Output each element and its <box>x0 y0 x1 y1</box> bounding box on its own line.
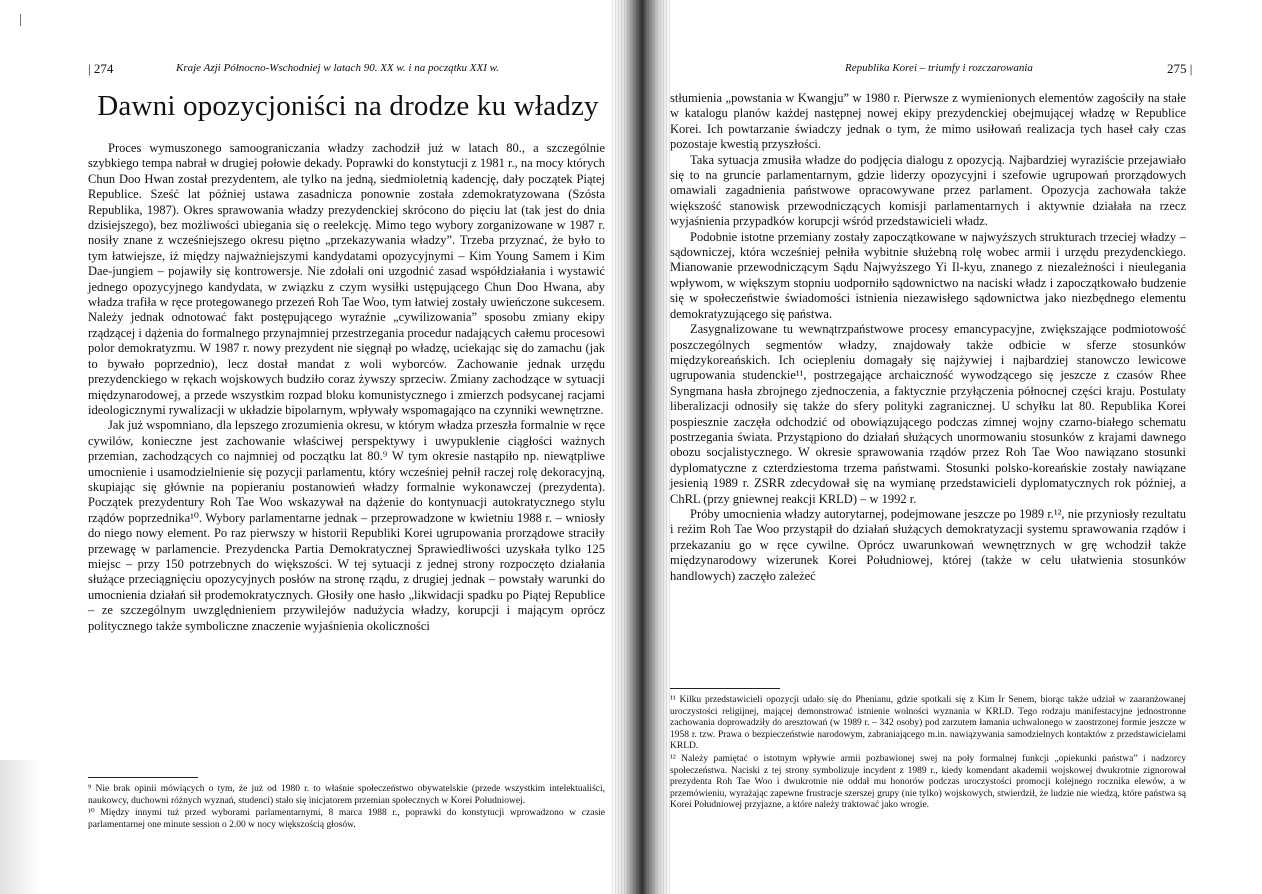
right-paragraph-4: Zasygnalizowane tu wewnątrzpaństwowe procesy emancypacyjne, zwiększające podmiotowość poszczególnych segmentów władzy, znajdowały także odbicie w sferze stosunków międzykoreańskich. Ich ociepleniu domagały się najżywiej i najbardziej stanowczo lewicowe ugrupowania studenckie¹¹, postrzegające archaiczność wywodzącego się jeszcze z czasów Rhee Syngmana hasła zbrojnego zjednoczenia, a faktycznie przyłączenia północnej części kraju. Postulaty liberalizacji odnosiły się także do sfery polityki zagranicznej. U schyłku lat 80. Republika Korei pospiesznie zaczęła odchodzić od obowiązującego podczas zimnej wojny czarno-białego schematu postrzegania świata. Przystąpiono do działań służących unormowaniu stosunków z krajami dawnego obozu socjalistycznego. W okresie sprawowania rządów przez Roh Tae Woo nawiązano stosunki dyplomatyczne z czterdziestoma trzema państwami. Stosunki polsko-koreańskie zostały nawiązane jesienią 1989 r. ZSRR zdecydował się na wymianę przedstawicieli dyplomatycznych rok później, a ChRL (przy gniewnej reakcji KRLD) – w 1992 r. <box>670 322 1186 506</box>
right-body-text <box>670 91 1186 584</box>
left-page-number: | 274 <box>88 61 114 76</box>
left-paragraph-1: Proces wymuszonego samoograniczania władzy zachodził już w latach 80., a szczególnie szybkiego tempa nabrał w drugiej połowie dekady. Poprawki do konstytucji z 1981 r., na mocy których Chun Doo Hwan został prezydentem, ale tylko na jedną, siedmioletnią kadencję, dały początek Piątej Republice. Sześć lat później ustawa zasadnicza ponownie została zdemokratyzowana (Szósta Republika, 1987). Okres sprawowania władzy prezydenckiej skrócono do pięciu lat (tak jest do dnia dzisiejszego), bez możliwości ubiegania się o reelekcję. Mimo tego wybory zorganizowane w 1987 r. nosiły znane z wcześniejszego okresu piętno „przekazywania władzy”. Trzeba przyznać, że było to tym łatwiejsze, iż między najważniejszymi kandydatami opozycyjnymi – Kim Young Samem i Kim Dae-jungiem – pojawiły się kontrowersje. Nie zdołali oni uzgodnić zasad współdziałania i wystawić jednego opozycyjnego kandydata, w związku z czym wysiłki ustępującego Chun Doo Hwana, aby władza trafiła w ręce protegowanego przezeń Roh Tae Woo, tym łatwiej zostały uwieńczone sukcesem. Należy jednak odnotować fakt postępującego wyraźnie „cywilizowania” sposobu zmiany ekipy rządzącej i dążenia do formalnego przynajmniej przestrzegania procedur nadających całemu procesowi polor demokratyzmu. W 1987 r. nowy prezydent nie sięgnął po władzę, uciekając się do zamachu (jak to bywało poprzednio), lecz dostał mandat z woli wyborców. Zachowanie jednak urzędu prezydenckiego w rękach wojskowych budziło coraz żywszy sprzeciw. Zmiany zachodzące w sytuacji międzynarodowej, a przede wszystkim rozpad bloku komunistycznego i zmierzch podsycanej racjami ideologicznymi rywalizacji w układzie bipolarnym, wpływały wspomagająco na czynniki wewnętrzne. <box>88 141 605 417</box>
footnote-10: ¹⁰ Między innymi tuż przed wyborami parlamentarnymi, 8 marca 1988 r., poprawki do konstytucji wprowadzono w czasie parlamentarnej one minute session o 2.00 w nocy większością głosów. <box>88 808 605 830</box>
right-page <box>640 0 1262 894</box>
left-footnote-rule <box>88 777 198 778</box>
right-page-number: 275 | <box>1167 61 1193 76</box>
chapter-title: Dawni opozycjoniści na drodze ku władzy <box>97 90 599 122</box>
right-running-head: Republika Korei – triumfy i rozczarowania <box>845 62 1033 74</box>
right-footnotes <box>670 695 1186 813</box>
footnote-11: ¹¹ Kilku przedstawicieli opozycji udało się do Phenianu, gdzie spotkali się z Kim Ir Senem, biorąc także udział w zaaranżowanej uroczystości religijnej, mającej demonstrować istnienie wolności wyznania w KRLD. Tego rodzaju manifestacyjne jednostronne zachowania doprowadziły do aresztowań (w 1989 r. – 342 osoby) pod zarzutem łamania uchwalonego w zaostrzonej formie jeszcze w 1958 r. tzw. Prawa o bezpieczeństwie narodowym, zabraniającego m.in. nawiązywania samodzielnych kontaktów z przedstawicielami KRLD. <box>670 695 1186 752</box>
left-page <box>0 0 622 894</box>
right-paragraph-3: Podobnie istotne przemiany zostały zapoczątkowane w najwyższych strukturach trzeciej władzy – sądowniczej, która wcześniej pełniła wybitnie służebną rolę wobec armii i urzędu prezydenckiego. Mianowanie przewodniczącym Sądu Najwyższego Yi Il-kyu, znanego z niezależności i nieulegania wpływom, w większym stopniu uodporniło sądownictwo na naciski władz i zapoczątkowało budzenie się w społeczeństwie świadomości istnienia niezawisłego sądownictwa jako niezbędnego elementu demokratyzującego się państwa. <box>670 229 1186 321</box>
right-paragraph-1: stłumienia „powstania w Kwangju” w 1980 r. Pierwsze z wymienionych elementów zagościły na stałe w katalogu planów każdej następnej nowej ekipy prezydenckiej obejmującej władzę w Republice Korei. Ich powtarzanie świadczy jednak o tym, że mimo usiłowań realizacja tych haseł cały czas pozostaje kwestią przyszłości. <box>670 91 1186 152</box>
left-paragraph-2: Jak już wspomniano, dla lepszego zrozumienia okresu, w którym władza przeszła formalnie w ręce cywilów, konieczne jest zachowanie właściwej perspektywy i uwypuklenie ciągłości ważnych przemian, zachodzących co najmniej od początku lat 80.⁹ W tym okresie nastąpiło np. niewątpliwe umocnienie i usamodzielnienie się pozycji parlamentu, który wcześniej pełnił raczej rolę dekoracyjną, skupiając się głównie na popieraniu postanowień władzy formalnie wykonawczej (prezydenta). Początek prezydentury Roh Tae Woo wskazywał na dążenie do kontynuacji autokratycznego stylu rządów poprzednika¹⁰. Wybory parlamentarne jednak – przeprowadzone w kwietniu 1988 r. – wniosły do niego nowy element. Po raz pierwszy w historii Republiki Korei ugrupowania prorządowe straciły przewagę w parlamencie. Prezydencka Partia Demokratycznej Sprawiedliwości uzyskała tylko 125 miejsc – przy 150 potrzebnych do większości. W tej sytuacji z jednej strony rozpoczęto działania służące przeciągnięciu opozycyjnych posłów na stronę rządu, z drugiej jednak – powstały warunki do umocnienia działań sił prodemokratycznych. Głosiły one hasło „likwidacji spadku po Piątej Republice – ze szczególnym uwzględnieniem przywilejów nadużycia władzy, korupcji i mającym oprócz politycznego także symboliczne znaczenie wyjaśnienia okoliczności <box>88 418 605 633</box>
footnote-12: ¹² Należy pamiętać o istotnym wpływie armii pozbawionej swej na poły formalnej funkcji „opiekunki państwa” i nadzorcy społeczeństwa. Naciski z tej strony symbolizuje incydent z 1989 r., kiedy komendant akademii wojskowej dwukrotnie zignorował prezydenta Roh Tae Woo i dwukrotnie nie oddał mu honorów podczas uroczystości promocji kolejnego rocznika elewów, a w przemówieniu, wyrażając zapewne frustracje szerszej grupy (nie tylko) wojskowych, stwierdził, że ludzie nie wiedzą, które państwa są Korei Południowej przyjazne, a które należy traktować jako wrogie. <box>670 753 1186 811</box>
right-footnote-rule <box>670 688 780 689</box>
right-paragraph-2: Taka sytuacja zmusiła władze do podjęcia dialogu z opozycją. Najbardziej wyraziście przejawiało się to na gruncie parlamentarnym, gdzie liderzy opozycyjni i szefowie ugrupowań prorządowych omawiali zagadnienia państwowe opracowywane przez parlament. Opozycja zachowała także większość stanowisk przewodniczących komisji parlamentarnych i aktywnie działała na rzecz wyjaśnienia przypadków korupcji wśród przedstawicieli władz. <box>670 152 1186 229</box>
left-body-text <box>88 141 605 634</box>
left-running-head: Kraje Azji Północno-Wschodniej w latach 90. XX w. i na początku XXI w. <box>176 62 499 74</box>
left-footnotes <box>88 784 605 832</box>
footnote-9: ⁹ Nie brak opinii mówiących o tym, że już od 1980 r. to właśnie społeczeństwo obywatelskie (przede wszystkim intelektualiści, naukowcy, duchowni różnych wyznań, studenci) stało się inicjatorem przemian społecznych w Korei Południowej. <box>88 784 605 806</box>
right-paragraph-5: Próby umocnienia władzy autorytarnej, podejmowane jeszcze po 1989 r.¹², nie przyniosły rezultatu i reżim Roh Tae Woo przystąpił do działań służących demokratyzacji systemu sprawowania rządów i przekazaniu go w ręce cywilne. Oprócz uwarunkowań wewnętrznych w grę wchodził także międzynarodowy wizerunek Korei Południowej, której (także w celu ułatwienia stosunków handlowych) zaczęło zależeć <box>670 506 1186 583</box>
